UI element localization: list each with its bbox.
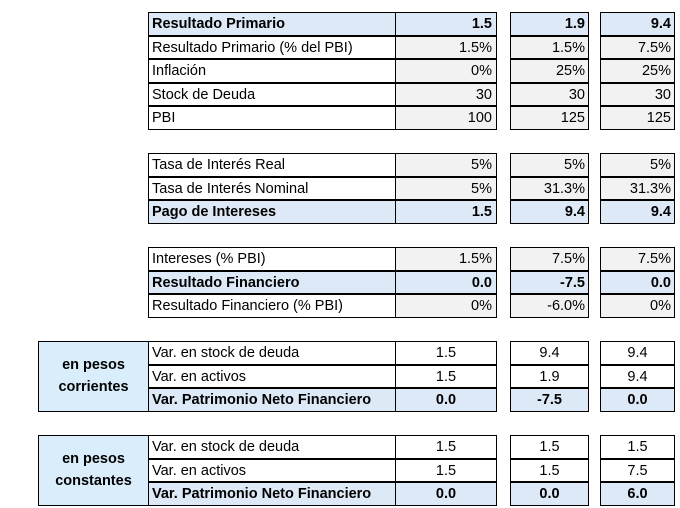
table-row [0, 435, 680, 459]
row-label-cell[interactable]: Intereses (% PBI) [148, 247, 396, 271]
value-cell-col1[interactable]: 1.5% [395, 36, 497, 60]
value-cell-col1[interactable]: 100 [395, 106, 497, 130]
row-label-cell[interactable]: PBI [148, 106, 396, 130]
value-cell-col3[interactable]: 7.5 [600, 459, 675, 483]
table-row [0, 365, 680, 389]
side-label: en pesos corrientes [58, 357, 129, 396]
value-cell-col2[interactable]: 9.4 [510, 341, 589, 365]
table-row [0, 106, 680, 130]
row-label-cell[interactable]: Resultado Primario (% del PBI) [148, 36, 396, 60]
value-cell-col2[interactable]: 0.0 [510, 482, 589, 506]
row-label-cell[interactable]: Var. Patrimonio Neto Financiero [148, 388, 396, 412]
value-cell-col1[interactable]: 1.5 [395, 435, 497, 459]
value-cell-col1[interactable]: 1.5% [395, 247, 497, 271]
value-cell-col3[interactable]: 5% [600, 153, 675, 177]
value-cell-col3[interactable]: 7.5% [600, 247, 675, 271]
value-cell-col3[interactable]: 0% [600, 294, 675, 318]
table-row [0, 247, 680, 271]
value-cell-col3[interactable]: 30 [600, 83, 675, 107]
value-cell-col3[interactable]: 7.5% [600, 36, 675, 60]
value-cell-col1[interactable]: 0% [395, 59, 497, 83]
value-cell-col2[interactable]: 125 [510, 106, 589, 130]
value-cell-col2[interactable]: 1.9 [510, 12, 589, 36]
row-label-cell[interactable]: Tasa de Interés Real [148, 153, 396, 177]
value-cell-col1[interactable]: 0.0 [395, 388, 497, 412]
value-cell-col2[interactable]: 1.5 [510, 459, 589, 483]
row-label-cell[interactable]: Resultado Financiero [148, 271, 396, 295]
row-label-cell[interactable]: Var. en activos [148, 459, 396, 483]
table-row [0, 271, 680, 295]
side-label: en pesos constantes [55, 451, 132, 490]
row-label-cell[interactable]: Var. en activos [148, 365, 396, 389]
value-cell-col1[interactable]: 1.5 [395, 12, 497, 36]
value-cell-col3[interactable]: 9.4 [600, 365, 675, 389]
value-cell-col2[interactable]: -7.5 [510, 388, 589, 412]
row-label-cell[interactable]: Var. Patrimonio Neto Financiero [148, 482, 396, 506]
value-cell-col1[interactable]: 5% [395, 153, 497, 177]
value-cell-col2[interactable]: 1.5% [510, 36, 589, 60]
value-cell-col2[interactable]: 30 [510, 83, 589, 107]
table-row [0, 83, 680, 107]
value-cell-col3[interactable]: 0.0 [600, 388, 675, 412]
table-row [0, 12, 680, 36]
value-cell-col3[interactable]: 25% [600, 59, 675, 83]
value-cell-col2[interactable]: -6.0% [510, 294, 589, 318]
value-cell-col2[interactable]: 7.5% [510, 247, 589, 271]
table-row [0, 482, 680, 506]
table-row [0, 388, 680, 412]
value-cell-col1[interactable]: 0% [395, 294, 497, 318]
value-cell-col2[interactable]: 5% [510, 153, 589, 177]
table-row [0, 294, 680, 318]
row-label-cell[interactable]: Var. en stock de deuda [148, 435, 396, 459]
value-cell-col3[interactable]: 0.0 [600, 271, 675, 295]
value-cell-col2[interactable]: 25% [510, 59, 589, 83]
table-row [0, 59, 680, 83]
value-cell-col2[interactable]: 1.5 [510, 435, 589, 459]
value-cell-col1[interactable]: 1.5 [395, 341, 497, 365]
value-cell-col3[interactable]: 9.4 [600, 341, 675, 365]
value-cell-col1[interactable]: 0.0 [395, 482, 497, 506]
value-cell-col3[interactable]: 9.4 [600, 12, 675, 36]
value-cell-col1[interactable]: 30 [395, 83, 497, 107]
table-row [0, 153, 680, 177]
value-cell-col3[interactable]: 31.3% [600, 177, 675, 201]
row-label-cell[interactable]: Resultado Primario [148, 12, 396, 36]
value-cell-col2[interactable]: -7.5 [510, 271, 589, 295]
table-row [0, 459, 680, 483]
value-cell-col1[interactable]: 1.5 [395, 365, 497, 389]
row-label-cell[interactable]: Var. en stock de deuda [148, 341, 396, 365]
row-label-cell[interactable]: Tasa de Interés Nominal [148, 177, 396, 201]
value-cell-col1[interactable]: 1.5 [395, 200, 497, 224]
value-cell-col1[interactable]: 1.5 [395, 459, 497, 483]
value-cell-col3[interactable]: 6.0 [600, 482, 675, 506]
value-cell-col3[interactable]: 1.5 [600, 435, 675, 459]
table-row [0, 36, 680, 60]
value-cell-col3[interactable]: 125 [600, 106, 675, 130]
row-label-cell[interactable]: Inflación [148, 59, 396, 83]
value-cell-col1[interactable]: 0.0 [395, 271, 497, 295]
row-label-cell[interactable]: Pago de Intereses [148, 200, 396, 224]
value-cell-col2[interactable]: 1.9 [510, 365, 589, 389]
table-row [0, 177, 680, 201]
value-cell-col2[interactable]: 31.3% [510, 177, 589, 201]
value-cell-col2[interactable]: 9.4 [510, 200, 589, 224]
value-cell-col1[interactable]: 5% [395, 177, 497, 201]
table-row [0, 200, 680, 224]
row-label-cell[interactable]: Stock de Deuda [148, 83, 396, 107]
table-row [0, 341, 680, 365]
value-cell-col3[interactable]: 9.4 [600, 200, 675, 224]
row-label-cell[interactable]: Resultado Financiero (% PBI) [148, 294, 396, 318]
